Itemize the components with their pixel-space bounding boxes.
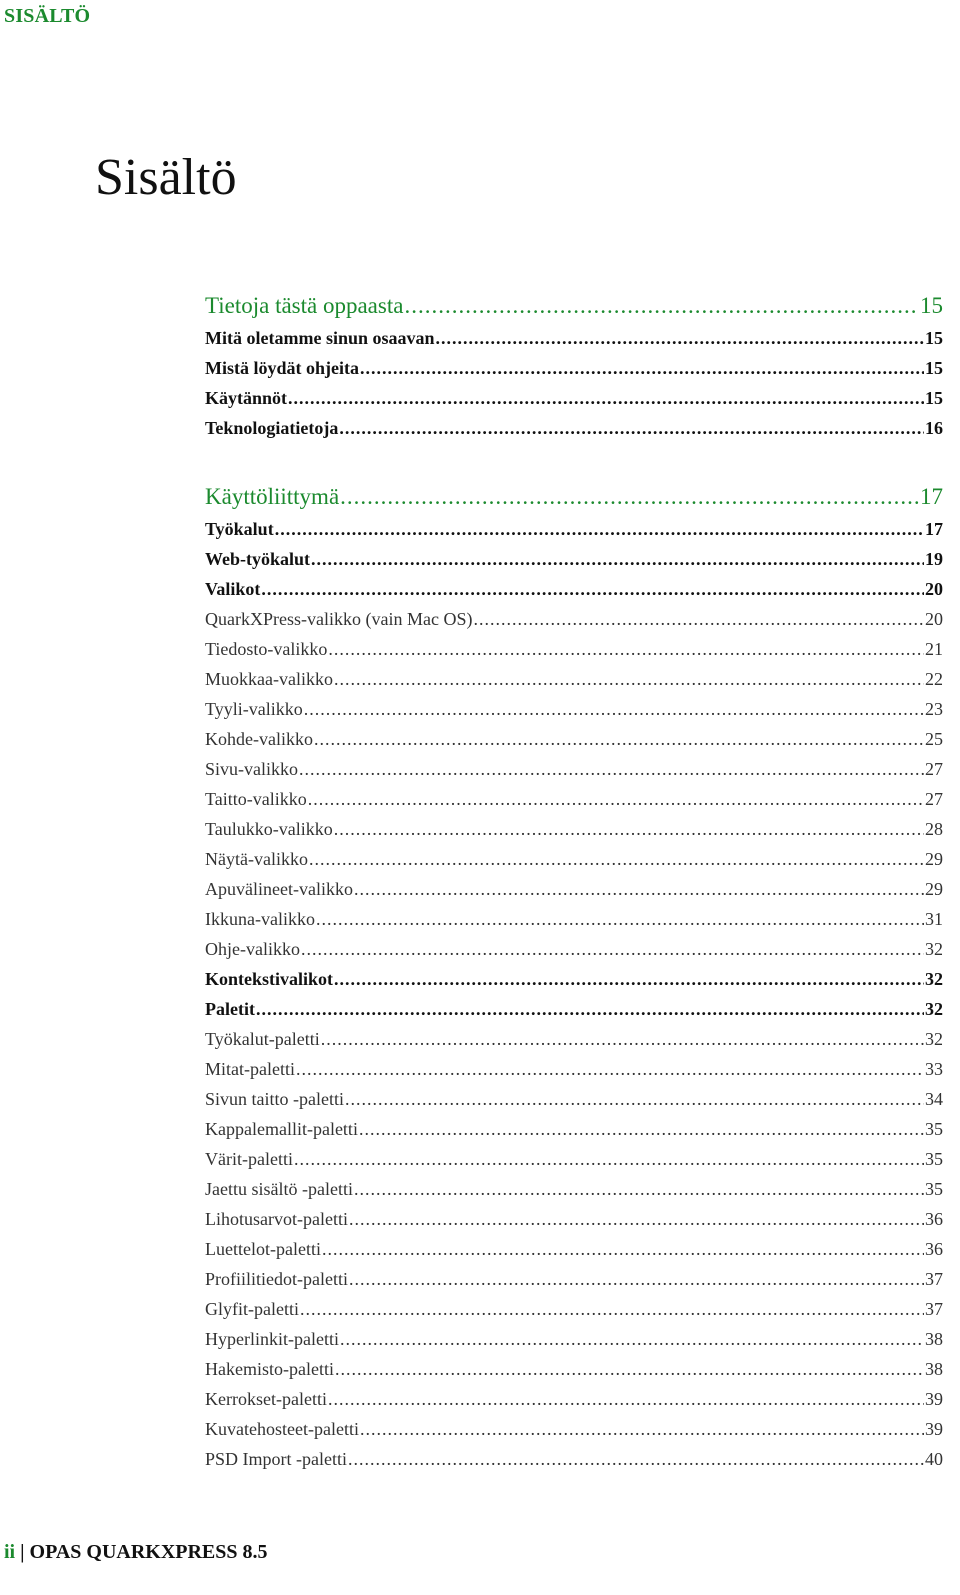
toc-entry[interactable] [205,874,943,904]
toc-entry[interactable] [205,1144,943,1174]
toc-entry-label: Profiilitiedot-paletti [205,1269,348,1289]
toc-entry-label: Kappalemallit-paletti [205,1119,358,1139]
toc-entry-label: Taitto-valikko [205,789,307,809]
toc-entry-label: Kuvatehosteet-paletti [205,1419,359,1439]
page-title: Sisältö [95,149,237,206]
toc-entry[interactable] [205,1054,943,1084]
toc-entry-page-number: 27 [925,759,943,779]
toc-entry-label: Hakemisto-paletti [205,1359,334,1379]
toc-entry[interactable] [205,1294,943,1324]
dot-leader [334,964,924,994]
dot-leader [301,934,924,964]
toc-entry-label: Sivu-valikko [205,759,298,779]
toc-chapter-entry[interactable] [205,480,943,514]
toc-entry[interactable] [205,934,943,964]
toc-entry-page-number: 35 [925,1179,943,1199]
toc-entry[interactable] [205,1444,943,1474]
toc-entry-label: Tiedosto-valikko [205,639,328,659]
dot-leader [328,1384,924,1414]
dot-leader [321,1024,924,1054]
toc-entry-label: Glyfit-paletti [205,1299,299,1319]
dot-leader [334,664,924,694]
toc-entry[interactable] [205,1414,943,1444]
toc-entry-label: Teknologiatietoja [205,418,339,438]
dot-leader [309,844,924,874]
dot-leader [404,289,919,323]
toc-entry-page-number: 20 [925,579,943,599]
toc-entry-label: Hyperlinkit-paletti [205,1329,339,1349]
dot-leader [334,814,924,844]
toc-entry-label: Työkalut-paletti [205,1029,320,1049]
toc-entry-page-number: 39 [925,1389,943,1409]
toc-entry-page-number: 35 [925,1119,943,1139]
dot-leader [300,1294,924,1324]
footer-separator: | [15,1541,30,1563]
toc-entry-label: Web-työkalut [205,549,311,569]
toc-entry[interactable] [205,844,943,874]
dot-leader [328,634,924,664]
toc-entry-page-number: 15 [925,328,943,348]
toc-entry-page-number: 32 [925,999,943,1019]
toc-entry-page-number: 22 [925,669,943,689]
toc-entry-label: Työkalut [205,519,274,539]
toc-entry[interactable] [205,994,943,1024]
dot-leader [359,1114,924,1144]
toc-entry[interactable] [205,754,943,784]
toc-entry[interactable] [205,383,943,413]
toc-entry-page-number: 31 [925,909,943,929]
toc-entry[interactable] [205,1234,943,1264]
toc-entry-page-number: 40 [925,1449,943,1469]
toc-entry-label: Apuvälineet-valikko [205,879,353,899]
toc-entry-label: Ikkuna-valikko [205,909,315,929]
toc-entry-page-number: 20 [925,609,943,629]
toc-entry[interactable] [205,1114,943,1144]
toc-section-user-interface [205,480,943,1474]
dot-leader [296,1054,924,1084]
toc-entry[interactable] [205,604,943,634]
dot-leader [335,1354,924,1384]
dot-leader [294,1144,924,1174]
toc-entry[interactable] [205,964,943,994]
toc-entry[interactable] [205,1384,943,1414]
footer-title: OPAS QUARKXPRESS 8.5 [29,1541,268,1563]
dot-leader [345,1084,924,1114]
dot-leader [314,724,924,754]
dot-leader [316,904,924,934]
toc-entry[interactable] [205,724,943,754]
toc-entry-page-number: 29 [925,879,943,899]
toc-entry[interactable] [205,413,943,443]
toc-entry-label: Lihotusarvot-paletti [205,1209,348,1229]
toc-entry-page-number: 15 [920,293,943,318]
toc-entry-label: Valikot [205,579,261,599]
toc-entry-label: Ohje-valikko [205,939,300,959]
toc-entry-page-number: 37 [925,1299,943,1319]
dot-leader [261,574,924,604]
toc-entry[interactable] [205,1354,943,1384]
dot-leader [473,604,924,634]
toc-entry-label: Tietoja tästä oppaasta [205,293,404,318]
toc-entry-page-number: 15 [925,388,943,408]
toc-entry-page-number: 21 [925,639,943,659]
toc-entry[interactable] [205,1204,943,1234]
dot-leader [256,994,924,1024]
dot-leader [275,514,924,544]
toc-entry-label: Jaettu sisältö -paletti [205,1179,353,1199]
toc-entry-page-number: 38 [925,1359,943,1379]
toc-entry[interactable] [205,694,943,724]
dot-leader [354,874,924,904]
toc-entry[interactable] [205,1264,943,1294]
toc-entry-label: Värit-paletti [205,1149,293,1169]
dot-leader [308,784,924,814]
toc-entry-page-number: 32 [925,969,943,989]
toc-entry-page-number: 39 [925,1419,943,1439]
toc-entry-page-number: 32 [925,1029,943,1049]
toc-entry-page-number: 15 [925,358,943,378]
page-footer [4,1541,268,1564]
toc-entry-page-number: 33 [925,1059,943,1079]
dot-leader [436,323,925,353]
toc-entry-page-number: 35 [925,1149,943,1169]
toc-entry-label: Sivun taitto -paletti [205,1089,344,1109]
toc-entry-page-number: 27 [925,789,943,809]
dot-leader [348,1444,924,1474]
toc-entry-page-number: 25 [925,729,943,749]
page-number: ii [4,1541,16,1563]
dot-leader [288,383,924,413]
toc-entry-label: Käyttöliittymä [205,484,340,509]
toc-entry-label: Kerrokset-paletti [205,1389,327,1409]
toc-entry-label: PSD Import -paletti [205,1449,347,1469]
dot-leader [360,353,924,383]
dot-leader [340,1324,924,1354]
toc-entry-label: Paletit [205,999,255,1019]
dot-leader [299,754,924,784]
toc-chapter-entry[interactable] [205,289,943,323]
toc-entry[interactable] [205,544,943,574]
toc-entry[interactable] [205,904,943,934]
dot-leader [360,1414,924,1444]
toc-entry-label: Kohde-valikko [205,729,313,749]
toc-entry-page-number: 29 [925,849,943,869]
toc-entry[interactable] [205,1324,943,1354]
toc-entry[interactable] [205,574,943,604]
toc-entry-label: Käytännöt [205,388,288,408]
toc-entry-label: Mitä oletamme sinun osaavan [205,328,435,348]
toc-entry-page-number: 23 [925,699,943,719]
dot-leader [304,694,924,724]
dot-leader [339,413,924,443]
toc-entry-label: Näytä-valikko [205,849,308,869]
toc-entry-label: QuarkXPress-valikko (vain Mac OS) [205,609,473,629]
toc-entry-page-number: 17 [920,484,943,509]
dot-leader [349,1204,924,1234]
toc-entry-label: Mitat-paletti [205,1059,295,1079]
dot-leader [311,544,924,574]
toc-entry[interactable] [205,514,943,544]
toc-entry[interactable] [205,634,943,664]
toc-entry-label: Tyyli-valikko [205,699,303,719]
toc-section-about-guide [205,289,943,443]
toc-entry-page-number: 17 [925,519,943,539]
toc-entry[interactable] [205,1174,943,1204]
toc-entry-label: Muokkaa-valikko [205,669,333,689]
toc-entry[interactable] [205,784,943,814]
toc-entry-label: Kontekstivalikot [205,969,334,989]
toc-entry[interactable] [205,1084,943,1114]
toc-entry[interactable] [205,664,943,694]
toc-entry[interactable] [205,323,943,353]
toc-entry[interactable] [205,1024,943,1054]
running-head: SISÄLTÖ [4,5,91,27]
dot-leader [354,1174,924,1204]
toc-entry-page-number: 32 [925,939,943,959]
toc-entry-page-number: 19 [925,549,943,569]
toc-entry-page-number: 28 [925,819,943,839]
toc-entry[interactable] [205,353,943,383]
toc-entry-page-number: 36 [925,1239,943,1259]
toc-entry-page-number: 16 [925,418,943,438]
dot-leader [349,1264,924,1294]
dot-leader [322,1234,924,1264]
toc-entry[interactable] [205,814,943,844]
toc-entry-page-number: 34 [925,1089,943,1109]
toc-entry-page-number: 36 [925,1209,943,1229]
toc-entry-page-number: 37 [925,1269,943,1289]
toc-entry-page-number: 38 [925,1329,943,1349]
toc-entry-label: Mistä löydät ohjeita [205,358,359,378]
toc-entry-label: Taulukko-valikko [205,819,333,839]
dot-leader [340,480,919,514]
toc-entry-label: Luettelot-paletti [205,1239,321,1259]
